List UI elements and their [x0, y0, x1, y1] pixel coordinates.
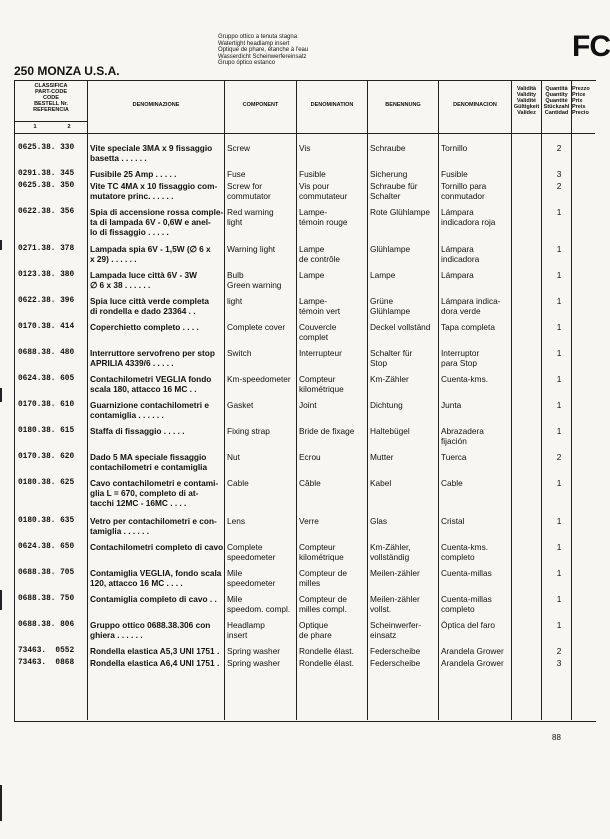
margin-mark — [0, 240, 2, 250]
cell-code: 0622.38. 396 — [18, 297, 75, 305]
cell-en: Gasket — [227, 400, 254, 410]
cell-es: Tornillo para conmutador — [441, 181, 487, 201]
cell-code: 0622.38. 356 — [18, 208, 75, 216]
cell-fr: Fusible — [299, 169, 326, 179]
cell-es: Fusible — [441, 169, 468, 179]
cell-en: Complete speedometer — [227, 542, 276, 562]
cell-en: Headlamp insert — [227, 620, 265, 640]
cell-it: Vite TC 4MA x 10 fissaggio com- mutatore princ. . . . . . — [90, 181, 218, 201]
header-denominacion: DENOMINACION — [453, 102, 497, 108]
cell-it: Vetro per contachilometri e con- tamiglia . . . . . . — [90, 516, 217, 536]
cell-fr: Compteur kilométrique — [299, 542, 344, 562]
cell-it: Contamiglia completo di cavo . . — [90, 594, 217, 604]
cell-en: Mile speedom. compl. — [227, 594, 291, 614]
header-price: Prezzo Price Prix Preis Precio — [572, 86, 590, 116]
cell-code: 0688.38. 806 — [18, 621, 75, 629]
cell-qty: 1 — [556, 270, 562, 280]
cell-it: Dado 5 MA speciale fissaggio contachilometri e contamiglia — [90, 452, 208, 472]
cell-code: 0170.38. 620 — [18, 453, 75, 461]
cell-code: 0688.38. 750 — [18, 595, 75, 603]
cell-en: Nut — [227, 452, 240, 462]
cell-qty: 3 — [556, 658, 562, 668]
cell-qty: 1 — [556, 296, 562, 306]
cell-en: Switch — [227, 348, 252, 358]
column-divider — [511, 80, 512, 720]
margin-mark — [0, 785, 2, 821]
cell-it: Lampada spia 6V - 1,5W (∅ 6 x x 29) . . . . . . — [90, 244, 211, 264]
cell-code: 0688.38. 705 — [18, 569, 75, 577]
cell-it: Vite speciale 3MA x 9 fissaggio basetta . . . . . . — [90, 143, 213, 163]
cell-es: Lámpara — [441, 270, 474, 280]
cell-code: 0123.38. 380 — [18, 271, 75, 279]
cell-it: Rondella elastica A6,4 UNI 1751 . — [90, 658, 220, 668]
cell-it: Staffa di fissaggio . . . . . — [90, 426, 185, 436]
cell-it: Guarnizione contachilometri e contamiglia . . . . . . — [90, 400, 209, 420]
cell-it: Rondella elastica A5,3 UNI 1751 . — [90, 646, 220, 656]
column-divider — [571, 80, 572, 720]
cell-qty: 1 — [556, 478, 562, 488]
cell-code: 0625.38. 330 — [18, 144, 75, 152]
cell-en: Red warning light — [227, 207, 274, 227]
cell-de: Mutter — [370, 452, 394, 462]
cell-de: Km-Zähler, vollständig — [370, 542, 411, 562]
column-divider — [224, 80, 225, 720]
cell-it: Interruttore servofreno per stop APRILIA 4339/6 . . . . . — [90, 348, 215, 368]
cell-es: Tuerca — [441, 452, 467, 462]
cell-de: Km-Zähler — [370, 374, 409, 384]
cell-de: Scheinwerfer- einsatz — [370, 620, 422, 640]
cell-fr: Verre — [299, 516, 319, 526]
cell-en: Warning light — [227, 244, 276, 254]
cell-de: Lampe — [370, 270, 396, 280]
cell-fr: Bride de fixage — [299, 426, 355, 436]
cell-en: Fuse — [227, 169, 246, 179]
cell-code: 0180.38. 615 — [18, 427, 75, 435]
title-line: Watertight headlamp insert — [218, 40, 290, 47]
title-line: Gruppo ottico a tenuta stagna — [218, 34, 298, 40]
cell-en: Fixing strap — [227, 426, 270, 436]
cell-it: Contachilometri completo di cavo — [90, 542, 224, 552]
cell-code: 0180.38. 635 — [18, 517, 75, 525]
cell-qty: 1 — [556, 322, 562, 332]
cell-es: Lámpara indicadora — [441, 244, 480, 264]
cell-en: Screw — [227, 143, 251, 153]
header-component: COMPONENT — [242, 102, 279, 108]
column-divider — [438, 80, 439, 720]
cell-en: Mile speedometer — [227, 568, 276, 588]
column-divider — [87, 80, 88, 720]
cell-it: Contachilometri VEGLIA fondo scala 180, attacco 16 MC . . — [90, 374, 212, 394]
cell-en: Bulb Green warning — [227, 270, 282, 290]
cell-qty: 1 — [556, 542, 562, 552]
cell-es: Cuenta-millas — [441, 568, 492, 578]
cell-qty: 1 — [556, 374, 562, 384]
cell-qty: 1 — [556, 594, 562, 604]
column-divider — [367, 80, 368, 720]
cell-de: Sicherung — [370, 169, 408, 179]
cell-it: Fusibile 25 Amp . . . . . — [90, 169, 177, 179]
cell-de: Schalter für Stop — [370, 348, 413, 368]
cell-code: 0625.38. 350 — [18, 182, 75, 190]
title-line: Wasserdicht Scheinwerfereinsatz — [218, 53, 307, 60]
cell-fr: Câble — [299, 478, 321, 488]
header-code: CLASSIFICA PART-CODE CODE BESTELL Nr. REFERENCIA — [33, 83, 69, 113]
cell-qty: 1 — [556, 244, 562, 254]
cell-code: 0291.38. 345 — [18, 170, 75, 178]
cell-en: light — [227, 296, 243, 306]
cell-en: Spring washer — [227, 646, 281, 656]
cell-en: Lens — [227, 516, 245, 526]
model-title: 250 MONZA U.S.A. — [14, 64, 120, 78]
cell-de: Meilen-zähler — [370, 568, 420, 578]
cell-it: Contamiglia VEGLIA, fondo scala 120, attacco 16 MC . . . . — [90, 568, 222, 588]
cell-es: Arandela Grower — [441, 646, 504, 656]
cell-it: Gruppo ottico 0688.38.306 con ghiera . . . . . . — [90, 620, 211, 640]
cell-it: Lampada luce città 6V - 3W ∅ 6 x 38 . . . . . . — [90, 270, 197, 290]
column-divider — [541, 80, 542, 720]
margin-mark — [0, 590, 2, 610]
header-quantity: Quantità Quantity Quantité Stückzahl Cantidad — [543, 86, 570, 116]
cell-code: 73463. 0552 — [18, 647, 75, 655]
cell-de: Grüne Glühlampe — [370, 296, 411, 316]
header-code-sub2: 2 — [67, 124, 71, 130]
cell-fr: Lampe de contrôle — [299, 244, 341, 264]
cell-es: Lámpara indicadora roja — [441, 207, 496, 227]
cell-es: Tapa completa — [441, 322, 495, 332]
cell-qty: 1 — [556, 348, 562, 358]
cell-qty: 2 — [556, 181, 562, 191]
cell-fr: Optique de phare — [299, 620, 332, 640]
header-bottom-rule — [14, 133, 595, 134]
cell-de: Dichtung — [370, 400, 403, 410]
cell-es: Cristal — [441, 516, 465, 526]
title-block — [218, 34, 308, 67]
cell-qty: 1 — [556, 400, 562, 410]
cell-it: Coperchietto completo . . . . — [90, 322, 199, 332]
cell-fr: Rondelle élast. — [299, 658, 354, 668]
title-line: Grupo óptico estanco — [218, 60, 276, 67]
cell-qty: 1 — [556, 568, 562, 578]
cell-code: 0170.38. 610 — [18, 401, 75, 409]
header-code-sub1: 1 — [33, 124, 37, 130]
cell-de: Federscheibe — [370, 646, 421, 656]
header-sub-divider — [14, 121, 87, 122]
cell-de: Deckel vollständ — [370, 322, 431, 332]
cell-qty: 1 — [556, 516, 562, 526]
cell-code: 0271.38. 378 — [18, 245, 75, 253]
cell-code: 0170.38. 414 — [18, 323, 75, 331]
header-validity: Validità Validity Validité Gültigkeit Validez — [513, 86, 540, 116]
cell-es: Cuenta-millas completo — [441, 594, 492, 614]
cell-de: Glühlampe — [370, 244, 411, 254]
cell-en: Spring washer — [227, 658, 281, 668]
cell-fr: Lampe- témoin rouge — [299, 207, 348, 227]
cell-code: 0180.38. 625 — [18, 479, 75, 487]
margin-mark — [0, 388, 2, 402]
cell-es: Lámpara indica- dora verde — [441, 296, 501, 316]
cell-fr: Interrupteur — [299, 348, 342, 358]
cell-qty: 2 — [556, 452, 562, 462]
cell-es: Óptica del faro — [441, 620, 495, 630]
cell-fr: Lampe — [299, 270, 325, 280]
cell-it: Cavo contachilometri e contami- glia L = 670, completo di at- tacchi 12MC - 16MC . . . . — [90, 478, 219, 508]
cell-en: Km-speedometer — [227, 374, 291, 384]
cell-de: Glas — [370, 516, 388, 526]
cell-fr: Rondelle élast. — [299, 646, 354, 656]
cell-code: 0624.38. 650 — [18, 543, 75, 551]
cell-es: Junta — [441, 400, 462, 410]
cell-code: 0624.38. 605 — [18, 375, 75, 383]
cell-es: Cuenta-kms. — [441, 374, 489, 384]
cell-fr: Vis pour commutateur — [299, 181, 348, 201]
cell-de: Rote Glühlampe — [370, 207, 430, 217]
cell-es: Arandela Grower — [441, 658, 504, 668]
cell-code: 73463. 0868 — [18, 659, 75, 667]
cell-de: Haltebügel — [370, 426, 410, 436]
cell-es: Abrazadera fijación — [441, 426, 484, 446]
cell-fr: Couvercle complet — [299, 322, 337, 342]
cell-de: Schraube — [370, 143, 406, 153]
cell-fr: Ecrou — [299, 452, 321, 462]
cell-qty: 2 — [556, 143, 562, 153]
column-divider — [296, 80, 297, 720]
header-benennung: BENENNUNG — [385, 102, 421, 108]
cell-qty: 1 — [556, 620, 562, 630]
cell-fr: Compteur de milles — [299, 568, 347, 588]
section-code: FC — [572, 30, 610, 63]
header-denomination: DENOMINATION — [310, 102, 354, 108]
cell-es: Cuenta-kms. completo — [441, 542, 489, 562]
cell-it: Spia luce città verde completa di rondella e dado 23364 . . — [90, 296, 209, 316]
cell-qty: 2 — [556, 646, 562, 656]
cell-qty: 1 — [556, 426, 562, 436]
cell-fr: Joint — [299, 400, 317, 410]
page-number: 88 — [552, 733, 561, 742]
cell-en: Screw for commutator — [227, 181, 271, 201]
cell-fr: Vis — [299, 143, 311, 153]
title-line: Optique de phare, étanche à l'eau — [218, 47, 309, 54]
cell-es: Tornillo — [441, 143, 468, 153]
header-denominazione: DENOMINAZIONE — [132, 102, 180, 108]
cell-es: Interruptor para Stop — [441, 348, 480, 368]
cell-de: Meilen-zähler vollst. — [370, 594, 420, 614]
cell-en: Cable — [227, 478, 249, 488]
cell-code: 0688.38. 480 — [18, 349, 75, 357]
cell-fr: Lampe- témoin vert — [299, 296, 341, 316]
cell-de: Schraube für Schalter — [370, 181, 418, 201]
cell-qty: 3 — [556, 169, 562, 179]
cell-qty: 1 — [556, 207, 562, 217]
cell-es: Cable — [441, 478, 463, 488]
cell-fr: Compteur de milles compl. — [299, 594, 347, 614]
cell-de: Federscheibe — [370, 658, 421, 668]
cell-fr: Compteur kilométrique — [299, 374, 344, 394]
cell-de: Kabel — [370, 478, 392, 488]
cell-it: Spia di accensione rossa comple- ta di lampada 6V - 0,6W e anel- lo di fissaggio . . . . . — [90, 207, 224, 237]
cell-en: Complete cover — [227, 322, 286, 332]
